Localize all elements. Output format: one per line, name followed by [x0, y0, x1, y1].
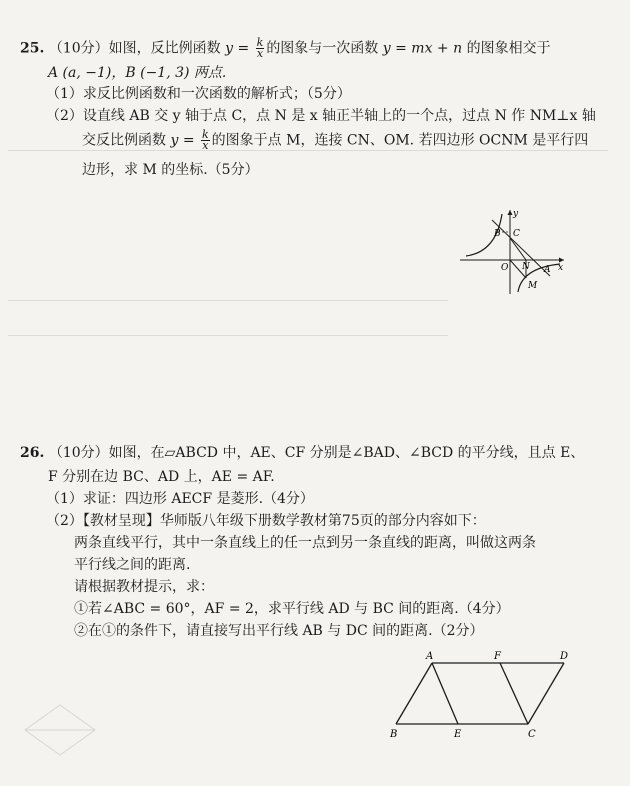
q25-figure: [456, 206, 568, 296]
bleed-line: [8, 300, 448, 301]
fig-label-x: x: [558, 263, 564, 273]
segment-cn: [510, 238, 526, 260]
bleed-line: [8, 335, 448, 336]
fig-label-a: A: [544, 265, 551, 275]
fig-label-c: C: [513, 229, 520, 239]
q26-sub1: ①若∠ABC = 60°，AF = 2，求平行线 AD 与 BC 间的距离.（4分）: [74, 601, 510, 617]
side-dc: [528, 663, 564, 724]
q25-number: 25.: [20, 40, 45, 57]
q25-line-1: [20, 38, 551, 59]
q25-part1: （1）求反比例函数和一次函数的解析式；（5分）: [46, 86, 351, 102]
q26-prompt: 请根据教材提示，求：: [74, 579, 214, 595]
bleed-diagram: [20, 700, 100, 760]
fig-label-n: N: [522, 262, 530, 272]
q25-stem-c: 的图象相交于: [466, 40, 551, 57]
q26-sub2: ②在①的条件下，请直接写出平行线 AB 与 DC 间的距离.（2分）: [74, 623, 484, 639]
q26-line-1: [20, 443, 584, 463]
q25-line-2: A (a, −1)，B (−1, 3) 两点.: [48, 65, 227, 81]
fig-label-o: O: [501, 263, 509, 273]
q26-part1: （1）求证：四边形 AECF 是菱形.（4分）: [46, 491, 314, 507]
fig-label-b: B: [390, 729, 398, 740]
fig-label-m: M: [528, 281, 538, 291]
q25-stem-a: 如图，反比例函数: [108, 40, 221, 57]
fig-label-f: F: [494, 651, 501, 662]
fig-label-c: C: [528, 729, 536, 740]
q25-fraction-k-over-x-2: $\frac{k}{x}$: [202, 128, 209, 152]
fig-label-y: y: [513, 209, 519, 219]
fig-label-a: A: [426, 651, 434, 662]
q26-figure: [388, 646, 578, 746]
fig-label-b: B: [494, 229, 501, 239]
segment-ae: [432, 663, 458, 724]
segment-cf: [500, 663, 528, 724]
q25-part2-b: 交反比例函数 y = $\frac{k}{x}$ 的图象于点 M，连接 CN、OM. 若四边形 OCNM 是平行四: [82, 128, 589, 152]
q26-number: 26.: [20, 445, 45, 461]
q25-part2-a: （2）设直线 AB 交 y 轴于点 C，点 N 是 x 轴正半轴上的一个点，过点 N 作 NM⊥x 轴: [46, 108, 596, 124]
q26-quote-a: 两条直线平行，其中一条直线上的任一点到另一条直线的距离，叫做这两条: [74, 535, 536, 551]
fig-label-e: E: [454, 729, 462, 740]
q26-points: （10分）: [48, 445, 109, 461]
q26-quote-b: 平行线之间的距离.: [74, 557, 191, 573]
x-axis-arrow: [559, 258, 564, 263]
q25-stem-b: 的图象与一次函数: [266, 40, 379, 57]
q25-part2-c: 边形，求 M 的坐标.（5分）: [82, 162, 259, 178]
q25-points: （10分）: [48, 40, 109, 57]
q25-eq2: y = mx + n: [382, 40, 463, 57]
q26-stem-b: F 分别在边 BC、AD 上，AE = AF.: [48, 469, 275, 485]
q25-eq1-lhs: y =: [225, 40, 250, 57]
side-ab: [396, 663, 432, 724]
q26-stem-a: 如图，在▱ABCD 中，AE、CF 分别是∠BAD、∠BCD 的平分线，且点 E、: [108, 445, 585, 461]
y-axis-arrow: [508, 210, 513, 215]
q25-fraction-k-over-x: $\frac{k}{x}$: [256, 36, 264, 60]
q26-part2-head: （2）【教材呈现】华师版八年级下册数学教材第75页的部分内容如下：: [46, 513, 486, 529]
fig-label-d: D: [560, 651, 569, 662]
